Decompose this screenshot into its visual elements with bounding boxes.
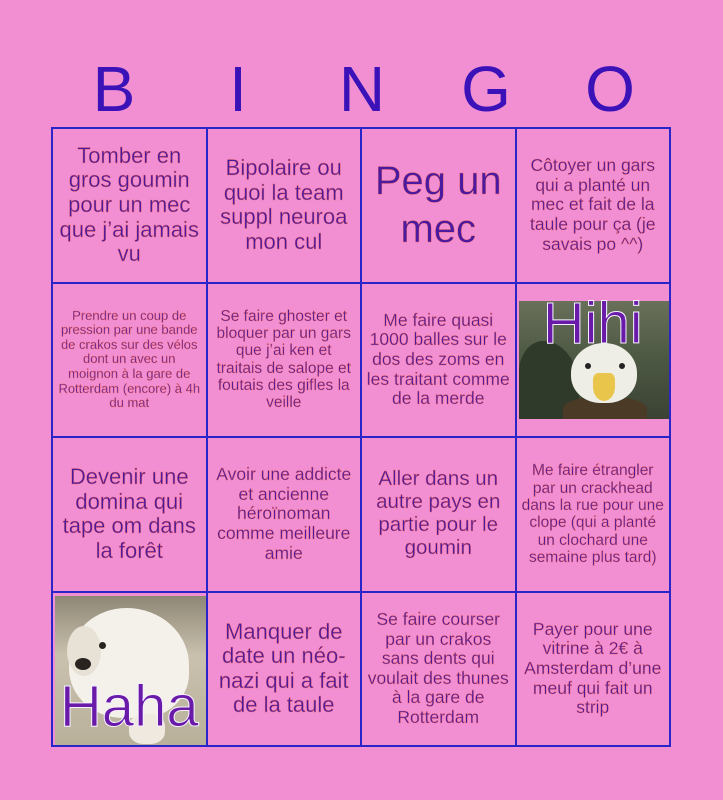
bingo-cell[interactable]: Se faire courser par un crakos sans dents qui voulait des thunes à la gare de Rotterdam	[361, 592, 516, 747]
bingo-cell[interactable]: Côtoyer un gars qui a planté un mec et fait de la taule pour ça (je savais po ^^)	[516, 128, 671, 283]
title-letter-b: B	[92, 53, 136, 125]
bingo-cell[interactable]: Peg un mec	[361, 128, 516, 283]
cell-overlay-text: Hihi	[542, 290, 643, 356]
bingo-cell[interactable]: Tomber en gros goumin pour un mec que j’ai jamais vu	[52, 128, 207, 283]
bingo-grid	[51, 127, 671, 747]
title-letter-g: G	[461, 53, 511, 125]
bingo-cell[interactable]: Bipolaire ou quoi la team suppl neuroa mon cul	[207, 128, 362, 283]
bingo-title	[52, 52, 672, 127]
bingo-cell[interactable]: Me faire quasi 1000 balles sur le dos des zoms en les traitant comme de la merde	[361, 283, 516, 438]
bingo-cell[interactable]: Avoir une addicte et ancienne héroïnoman comme meilleure amie	[207, 437, 362, 592]
bingo-cell[interactable]: Se faire ghoster et bloquer par un gars que j’ai ken et traitais de salope et foutais des gifles la veille	[207, 283, 362, 438]
title-letter-n: N	[338, 53, 386, 125]
bingo-cell[interactable]: Aller dans un autre pays en partie pour le goumin	[361, 437, 516, 592]
title-letter-o: O	[585, 53, 635, 125]
bingo-cell[interactable]: Manquer de date un néo-nazi qui a fait de la taule	[207, 592, 362, 747]
bingo-cell-eagle-image[interactable]	[516, 283, 671, 438]
bingo-cell[interactable]: Devenir une domina qui tape om dans la forêt	[52, 437, 207, 592]
bingo-cell[interactable]: Me faire étrangler par un crackhead dans la rue pour une clope (qui a planté un clochard une semaine plus tard)	[516, 437, 671, 592]
title-letter-i: I	[229, 53, 247, 125]
bingo-cell[interactable]: Prendre un coup de pression par une bande de crakos sur des vélos dont un avec un moignon à la gare de Rotterdam (encore) à 4h du mat	[52, 283, 207, 438]
bingo-cell-dog-image[interactable]	[52, 592, 207, 747]
bingo-cell[interactable]: Payer pour une vitrine à 2€ à Amsterdam d’une meuf qui fait un strip	[516, 592, 671, 747]
cell-overlay-text: Haha	[59, 673, 199, 739]
